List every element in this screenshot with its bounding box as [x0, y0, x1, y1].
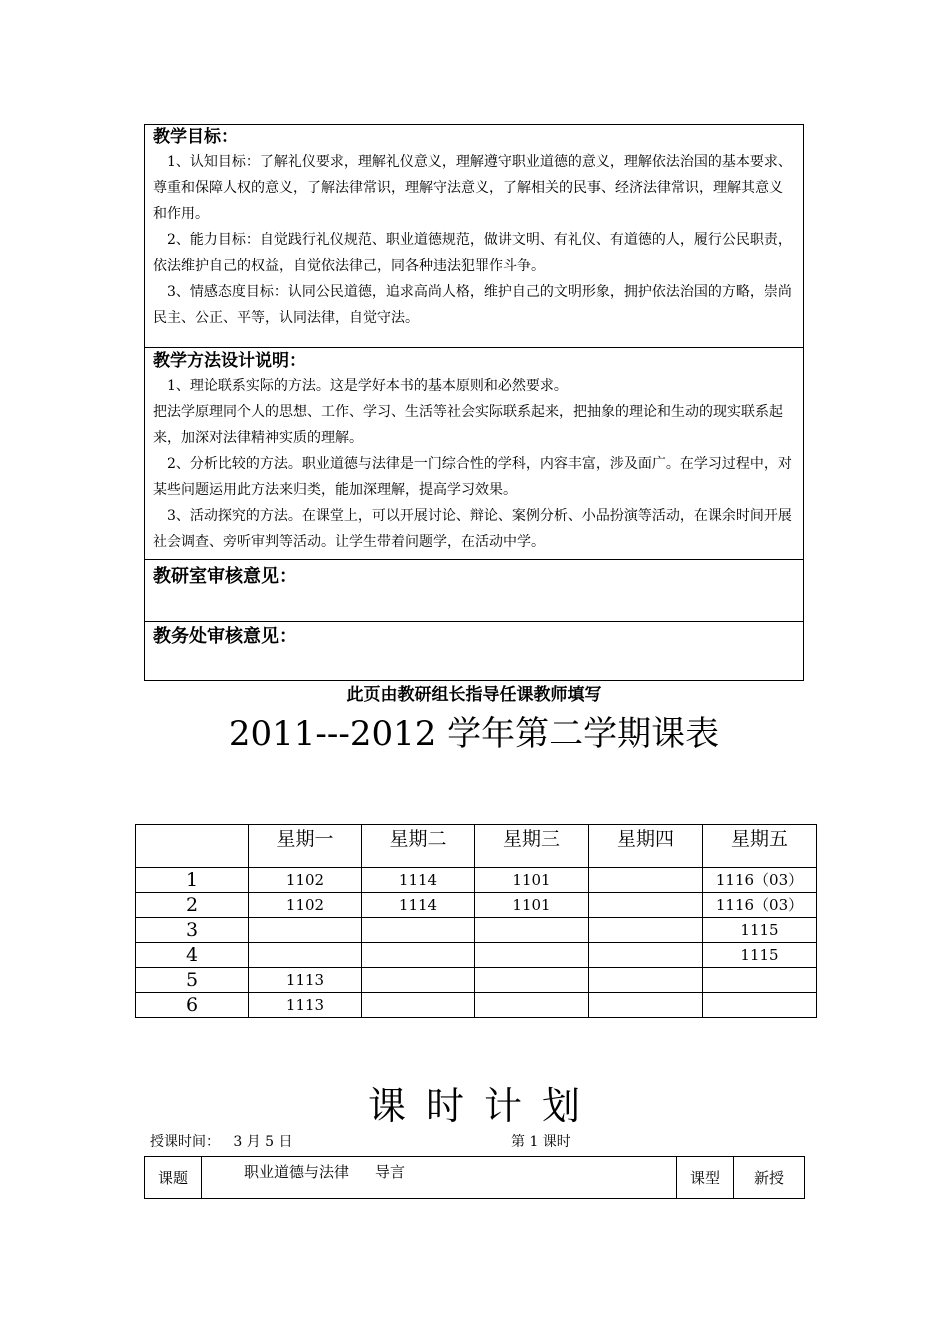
review-research-label: 教研室审核意见：	[153, 566, 297, 587]
schedule-row	[136, 968, 817, 993]
schedule-cell: 1113	[249, 968, 362, 993]
schedule-cell	[362, 943, 475, 968]
schedule-day-header: 星期四	[589, 825, 703, 868]
divider	[145, 621, 803, 622]
schedule-day-header: 星期五	[703, 825, 817, 868]
schedule-cell	[475, 943, 589, 968]
review-research-section	[145, 563, 803, 591]
topic-main: 职业道德与法律	[244, 1163, 350, 1181]
schedule-cell	[589, 968, 703, 993]
objective-item: 2、能力目标：自觉践行礼仪规范、职业道德规范，做讲文明、有礼仪、有道德的人，履行公民职责，依法维护自己的权益，自觉依法律己，同各种违法犯罪作斗争。	[153, 232, 792, 274]
divider	[145, 347, 803, 348]
schedule-row	[136, 943, 817, 968]
schedule-period-number: 2	[136, 893, 249, 918]
schedule-period-number: 6	[136, 993, 249, 1018]
schedule-row	[136, 868, 817, 893]
schedule-cell	[249, 918, 362, 943]
schedule-table	[135, 824, 817, 1018]
lesson-info-box	[144, 124, 804, 681]
schedule-day-header: 星期一	[249, 825, 362, 868]
plan-date	[150, 1132, 293, 1152]
plan-title: 课时计划	[367, 1084, 600, 1128]
schedule-cell: 1101	[475, 868, 589, 893]
schedule-day-header: 星期三	[475, 825, 589, 868]
review-academic-section	[145, 623, 803, 651]
schedule-cell: 1114	[362, 893, 475, 918]
schedule-cell: 1102	[249, 893, 362, 918]
topic-label: 课题	[145, 1157, 202, 1199]
schedule-cell	[362, 968, 475, 993]
schedule-cell	[703, 993, 817, 1018]
schedule-cell: 1114	[362, 868, 475, 893]
type-label: 课型	[677, 1157, 734, 1199]
schedule-cell	[589, 943, 703, 968]
divider	[145, 559, 803, 560]
method-item: 2、分析比较的方法。职业道德与法律是一门综合性的学科，内容丰富，涉及面广。在学习过程中，对某些问题运用此方法来归类，能加深理解，提高学习效果。	[153, 456, 792, 498]
schedule-cell	[475, 993, 589, 1018]
schedule-header-row	[136, 825, 817, 868]
method-item: 把法学原理同个人的思想、工作、学习、生活等社会实际联系起来，把抽象的理论和生动的现实联系起来，加深对法律精神实质的理解。	[153, 404, 783, 446]
schedule-cell: 1115	[703, 943, 817, 968]
schedule-period-number: 4	[136, 943, 249, 968]
schedule-cell: 1115	[703, 918, 817, 943]
schedule-row	[136, 893, 817, 918]
objectives-heading: 教学目标：	[153, 127, 238, 147]
method-item: 1、理论联系实际的方法。这是学好本书的基本原则和必然要求。	[167, 378, 568, 394]
schedule-corner-cell	[136, 825, 249, 868]
schedule-cell	[589, 893, 703, 918]
plan-period: 第 1 课时	[511, 1134, 571, 1150]
schedule-cell	[589, 918, 703, 943]
date-value: 3 月 5 日	[233, 1134, 293, 1150]
date-label: 授课时间：	[150, 1134, 220, 1150]
schedule-cell	[589, 868, 703, 893]
review-academic-label: 教务处审核意见：	[153, 626, 297, 647]
schedule-row	[136, 918, 817, 943]
schedule-title: 2011---2012 学年第二学期课表	[228, 714, 720, 754]
page-note: 此页由教研组长指导任课教师填写	[346, 685, 602, 705]
objective-item: 1、认知目标：了解礼仪要求，理解礼仪意义，理解遵守职业道德的意义，理解依法治国的基本要求、尊重和保障人权的意义，了解法律常识，理解守法意义，了解相关的民事、经济法律常识，理解其意义和作用。	[153, 154, 792, 222]
schedule-period-number: 5	[136, 968, 249, 993]
schedule-cell: 1116（03）	[703, 868, 817, 893]
topic-sub: 导言	[375, 1163, 406, 1181]
plan-row	[145, 1157, 805, 1199]
schedule-cell: 1102	[249, 868, 362, 893]
schedule-day-header: 星期二	[362, 825, 475, 868]
schedule-cell: 1101	[475, 893, 589, 918]
schedule-cell	[475, 968, 589, 993]
methods-heading: 教学方法设计说明：	[153, 351, 306, 371]
schedule-body	[136, 825, 817, 1018]
schedule-cell	[362, 993, 475, 1018]
schedule-row	[136, 993, 817, 1018]
topic-cell	[202, 1157, 677, 1199]
schedule-cell: 1116（03）	[703, 893, 817, 918]
methods-section	[145, 349, 803, 555]
schedule-period-number: 1	[136, 868, 249, 893]
schedule-cell	[703, 968, 817, 993]
objectives-section	[145, 125, 803, 331]
schedule-cell: 1113	[249, 993, 362, 1018]
method-item: 3、活动探究的方法。在课堂上，可以开展讨论、辩论、案例分析、小品扮演等活动，在课余时间开展社会调查、旁听审判等活动。让学生带着问题学，在活动中学。	[153, 508, 792, 550]
plan-table	[144, 1156, 805, 1199]
schedule-period-number: 3	[136, 918, 249, 943]
schedule-cell	[362, 918, 475, 943]
type-value: 新授	[734, 1157, 805, 1199]
schedule-cell	[589, 993, 703, 1018]
schedule-cell	[249, 943, 362, 968]
schedule-cell	[475, 918, 589, 943]
objective-item: 3、情感态度目标：认同公民道德，追求高尚人格，维护自己的文明形象，拥护依法治国的方略，崇尚民主、公正、平等，认同法律，自觉守法。	[153, 284, 792, 326]
